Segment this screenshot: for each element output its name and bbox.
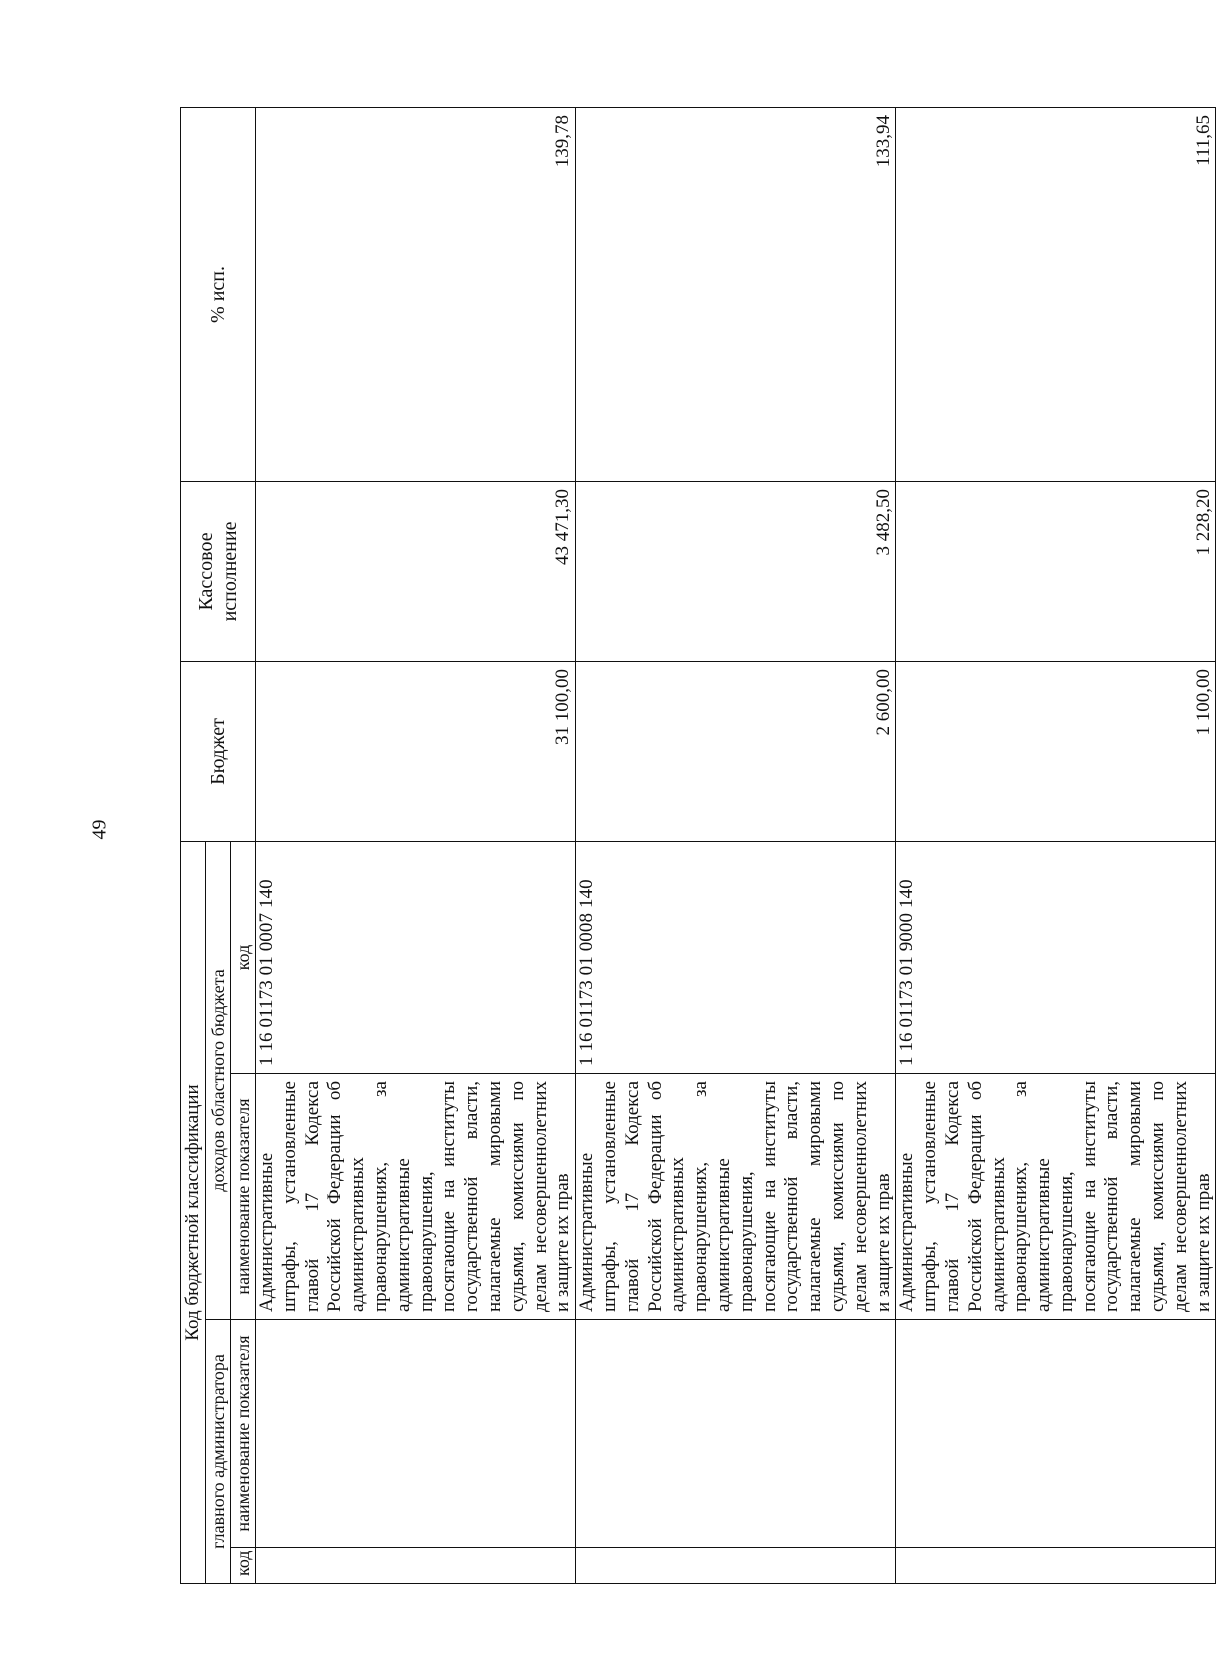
table-row [896, 107, 1216, 1583]
header-income-name: наименование показателя [231, 1074, 256, 1320]
row-cash-execution: 3 482,50 [576, 481, 896, 661]
row-budget: 2 600,00 [576, 661, 896, 841]
row-cash-execution: 43 471,30 [256, 481, 576, 661]
row-budget: 31 100,00 [256, 661, 576, 841]
rotated-sheet [180, 114, 1214, 1584]
row-admin-code [576, 1548, 896, 1584]
row-income-code: 1 16 01173 01 9000 140 [896, 841, 1216, 1073]
row-admin-name [576, 1320, 896, 1548]
row-description: Административные штрафы, установленные главой 17 Кодекса Российской Федерации об административных правонарушениях, за административные правонарушения, посягающие на институты государственной власти, налагаемые мировыми судьями, комиссиями по делам несовершеннолетних и защите их прав [576, 1074, 896, 1320]
budget-table [180, 107, 1216, 1584]
row-admin-name [256, 1320, 576, 1548]
header-admin-code: код [231, 1548, 256, 1584]
table-row [576, 107, 896, 1583]
row-description: Административные штрафы, установленные главой 17 Кодекса Российской Федерации об административных правонарушениях, за административные правонарушения, посягающие на институты государственной власти, налагаемые мировыми судьями, комиссиями по делам несовершеннолетних и защите их прав [256, 1074, 576, 1320]
row-admin-code [256, 1548, 576, 1584]
row-percent-execution: 139,78 [256, 107, 576, 481]
header-group-classification: Код бюджетной классификации [181, 841, 206, 1583]
header-income-code: код [231, 841, 256, 1073]
header-budget: Бюджет [181, 661, 256, 841]
row-description: Административные штрафы, установленные главой 17 Кодекса Российской Федерации об административных правонарушениях, за административные правонарушения, посягающие на институты государственной власти, налагаемые мировыми судьями, комиссиями по делам несовершеннолетних и защите их прав [896, 1074, 1216, 1320]
header-percent-execution: % исп. [181, 107, 256, 481]
header-admin-name: наименование показателя [231, 1320, 256, 1548]
row-income-code: 1 16 01173 01 0008 140 [576, 841, 896, 1073]
row-percent-execution: 111,65 [896, 107, 1216, 481]
row-budget: 1 100,00 [896, 661, 1216, 841]
table-row [256, 107, 576, 1583]
row-cash-execution: 1 228,20 [896, 481, 1216, 661]
page-number: 49 [88, 819, 111, 840]
row-admin-code [896, 1548, 1216, 1584]
header-cash-execution: Кассовое исполнение [181, 481, 256, 661]
row-admin-name [896, 1320, 1216, 1548]
header-regional-income: доходов областного бюджета [206, 841, 231, 1319]
row-percent-execution: 133,94 [576, 107, 896, 481]
header-chief-administrator: главного администратора [206, 1320, 231, 1584]
row-income-code: 1 16 01173 01 0007 140 [256, 841, 576, 1073]
